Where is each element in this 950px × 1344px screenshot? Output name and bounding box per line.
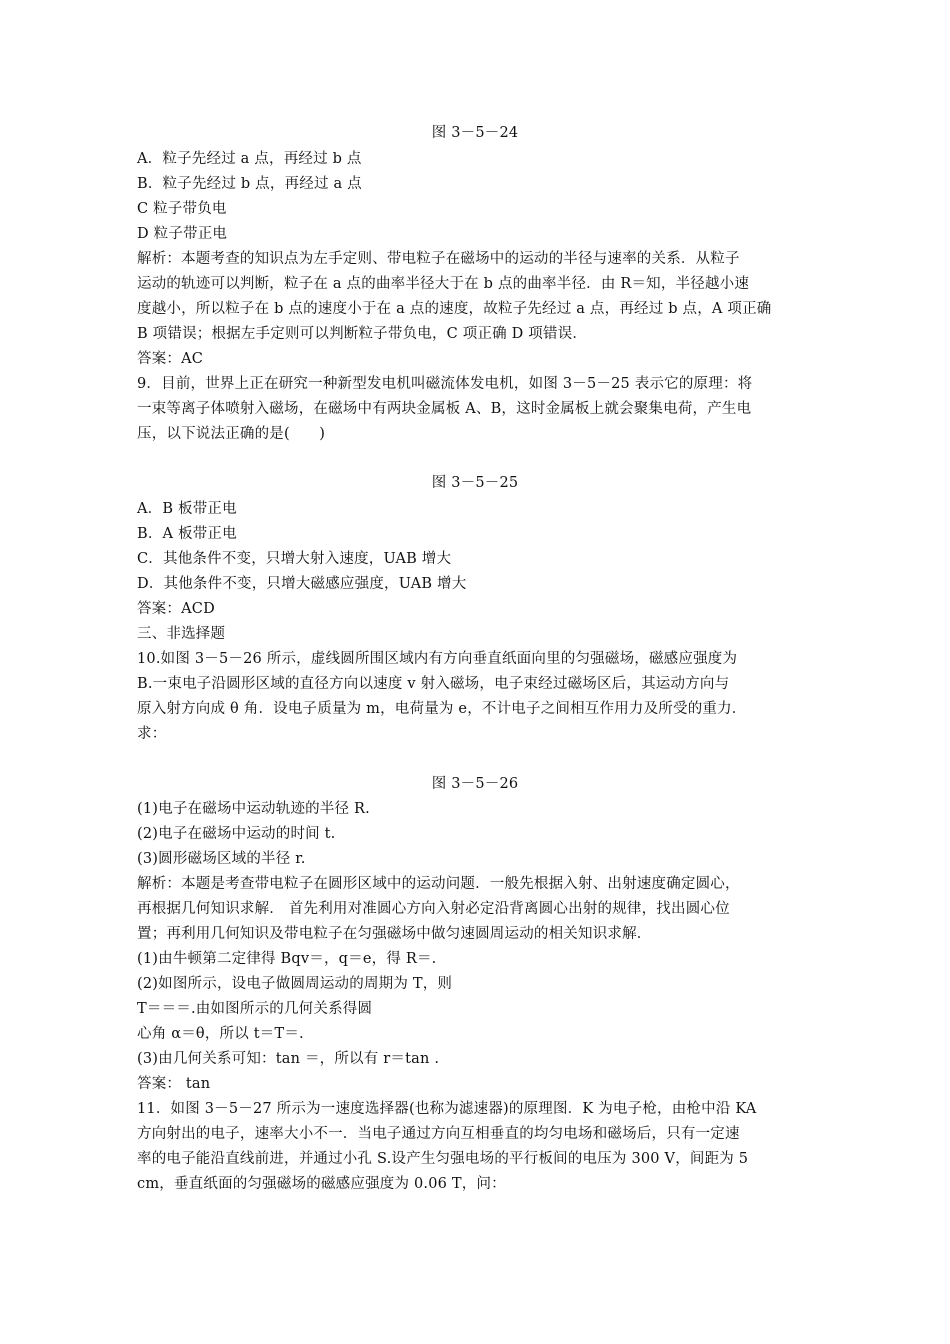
text-line: B．粒子先经过 b 点，再经过 a 点 [137,176,362,192]
text-line: 率的电子能沿直线前进，并通过小孔 S.设产生匀强电场的平行板间的电压为 300 V，间距为 5 [137,1151,749,1167]
text-line: 运动的轨迹可以判断，粒子在 a 点的曲率半径大于在 b 点的曲率半径．由 R＝知，半径越小速 [137,276,750,292]
text-line: 9．目前，世界上正在研究一种新型发电机叫磁流体发电机，如图 3－5－25 表示它的原理：将 [137,376,753,392]
text-line: 解析：本题是考查带电粒子在圆形区域中的运动问题．一般先根据入射、出射速度确定圆心， [137,876,740,892]
text-line: 三、非选择题 [137,626,226,642]
text-line: (1)电子在磁场中运动轨迹的半径 R. [137,801,370,817]
text-line: 再根据几何知识求解． 首先利用对准圆心方向入射必定沿背离圆心出射的规律，找出圆心位 [137,901,730,917]
text-line: 解析：本题考查的知识点为左手定则、带电粒子在磁场中的运动的半径与速率的关系．从粒子 [137,251,740,267]
figure-caption: 图 3－5－25 [431,475,519,491]
text-line: A．B 板带正电 [137,501,237,517]
text-line: (3)由几何关系可知：tan ＝，所以有 r＝tan . [137,1051,440,1067]
text-line: 一束等离子体喷射入磁场，在磁场中有两块金属板 A、B，这时金属板上就会聚集电荷，产生电 [137,401,752,417]
text-line: C．其他条件不变，只增大射入速度，UAB 增大 [137,551,452,567]
text-line: 11．如图 3－5－27 所示为一速度选择器(也称为滤速器)的原理图．K 为电子枪，由枪中沿 KA [137,1101,757,1117]
text-line: C 粒子带负电 [137,201,227,217]
text-line: 置；再利用几何知识及带电粒子在匀强磁场中做匀速圆周运动的相关知识求解． [137,926,652,942]
text-line: D 粒子带正电 [137,226,228,242]
text-line: 答案：AC [137,351,204,367]
figure-caption: 图 3－5－24 [431,125,519,141]
text-line: D．其他条件不变，只增大磁感应强度，UAB 增大 [137,576,467,592]
text-line: 答案：ACD [137,601,215,617]
text-line: 10.如图 3－5－26 所示，虚线圆所围区域内有方向垂直纸面向里的匀强磁场，磁感应强度为 [137,651,738,667]
text-line: 度越小，所以粒子在 b 点的速度小于在 a 点的速度，故粒子先经过 a 点，再经过 b 点，A 项正确 [137,301,772,317]
text-line: (3)圆形磁场区域的半径 r. [137,851,306,867]
text-line: 方向射出的电子，速率大小不一．当电子通过方向互相垂直的均匀电场和磁场后，只有一定速 [137,1126,740,1142]
text-line: B．A 板带正电 [137,526,237,542]
text-line: (2)电子在磁场中运动的时间 t. [137,826,336,842]
text-line: T＝＝＝.由如图所示的几何关系得圆 [137,1001,373,1017]
text-line: B.一束电子沿圆形区域的直径方向以速度 v 射入磁场，电子束经过磁场区后，其运动方向与 [137,676,730,692]
text-line: (1)由牛顿第二定律得 Bqv＝，q＝e，得 R＝. [137,951,437,967]
text-line: A．粒子先经过 a 点，再经过 b 点 [137,151,362,167]
figure-caption: 图 3－5－26 [431,776,519,792]
text-line: 答案： tan [137,1076,211,1092]
text-line: 压，以下说法正确的是( ) [137,426,326,442]
text-line: (2)如图所示，设电子做圆周运动的周期为 T，则 [137,976,453,992]
text-line: 求： [137,726,167,742]
text-line: 心角 α＝θ，所以 t＝T＝. [137,1026,304,1042]
text-line: B 项错误；根据左手定则可以判断粒子带负电，C 项正确 D 项错误． [137,326,588,342]
text-line: cm，垂直纸面的匀强磁场的磁感应强度为 0.06 T，问： [137,1176,506,1192]
text-line: 原入射方向成 θ 角．设电子质量为 m，电荷量为 e，不计电子之间相互作用力及所受的重力． [137,701,747,717]
